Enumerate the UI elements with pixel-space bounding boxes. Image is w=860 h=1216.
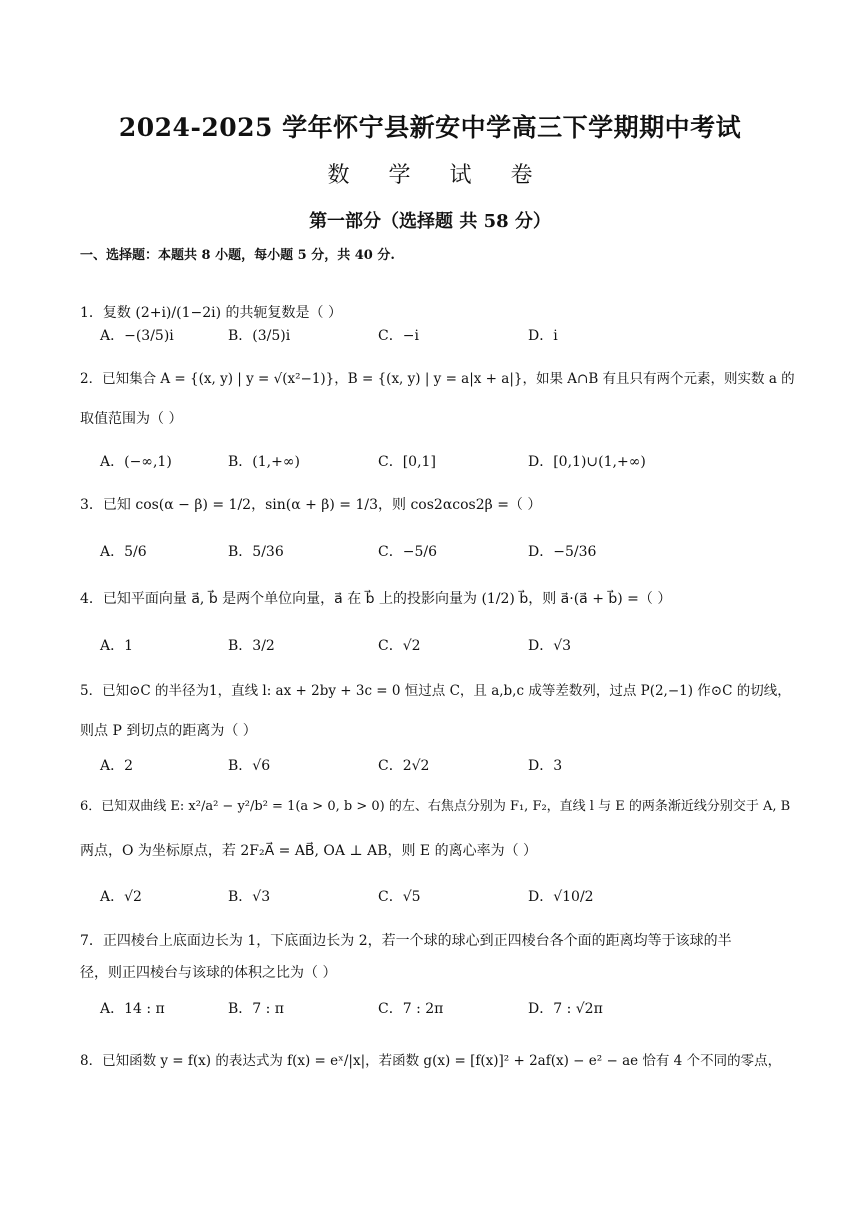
question-7-option-a: A．14 : π <box>100 1001 165 1017</box>
question-1-option-d: D．i <box>528 328 558 344</box>
question-6-option-c: C．√5 <box>378 889 421 905</box>
exam-subtitle: 数 学 试 卷 <box>327 163 549 188</box>
question-7-option-b: B．7 : π <box>228 1001 285 1017</box>
question-1-option-b: B．(3/5)i <box>228 328 291 344</box>
question-2-stem: 2．已知集合 A = {(x, y) | y = √(x²−1)}，B = {(x, y) | y = a|x + a|}，如果 A∩B 有且只有两个元素，则实数 a 的 <box>80 371 795 387</box>
question-3-option-b: B．5/36 <box>228 544 284 560</box>
question-1-stem: 1．复数 (2+i)/(1−2i) 的共轭复数是（ ） <box>80 305 342 321</box>
question-5-option-d: D．3 <box>528 758 563 774</box>
question-4-stem: 4．已知平面向量 a⃗, b⃗ 是两个单位向量，a⃗ 在 b⃗ 上的投影向量为 (1/2) b⃗，则 a⃗·(a⃗ + b⃗) =（ ） <box>80 591 672 607</box>
question-2-option-a: A．(−∞,1) <box>100 454 172 470</box>
section-heading: 一、选择题：本题共 8 小题，每小题 5 分，共 40 分. <box>80 248 395 263</box>
question-8-stem: 8．已知函数 y = f(x) 的表达式为 f(x) = eˣ/|x|，若函数 g(x) = [f(x)]² + 2af(x) − e² − ae 恰有 4 个不同的零点， <box>80 1053 782 1069</box>
question-6-stem: 6．已知双曲线 E: x²/a² − y²/b² = 1(a > 0, b > 0) 的左、右焦点分别为 F₁, F₂，直线 l 与 E 的两条渐近线分别交于 A, B <box>80 799 791 814</box>
question-3-option-a: A．5/6 <box>100 544 147 560</box>
question-5-option-a: A．2 <box>100 758 134 774</box>
question-3-option-d: D．−5/36 <box>528 544 597 560</box>
question-7-option-d: D．7 : √2π <box>528 1001 603 1017</box>
question-7-option-c: C．7 : 2π <box>378 1001 444 1017</box>
question-1-option-a: A．−(3/5)i <box>100 328 174 344</box>
question-4-option-d: D．√3 <box>528 638 572 654</box>
exam-title: 2024-2025 学年怀宁县新安中学高三下学期期中考试 <box>118 113 742 142</box>
question-5-stem: 5．已知⊙C 的半径为1，直线 l: ax + 2by + 3c = 0 恒过点 C，且 a,b,c 成等差数列，过点 P(2,−1) 作⊙C 的切线， <box>80 683 791 699</box>
question-4-option-c: C．√2 <box>378 638 421 654</box>
question-2-option-b: B．(1,+∞) <box>228 454 300 470</box>
question-1-option-c: C．−i <box>378 328 419 344</box>
question-2-stem-continued: 取值范围为（ ） <box>80 411 183 427</box>
question-5-option-c: C．2√2 <box>378 758 430 774</box>
question-4-option-b: B．3/2 <box>228 638 275 654</box>
question-6-option-a: A．√2 <box>100 889 142 905</box>
question-5-stem-continued: 则点 P 到切点的距离为（ ） <box>80 723 257 739</box>
question-3-option-c: C．−5/6 <box>378 544 437 560</box>
part-heading: 第一部分（选择题 共 58 分） <box>309 211 551 232</box>
question-6-option-d: D．√10/2 <box>528 889 594 905</box>
question-7-stem-continued: 径，则正四棱台与该球的体积之比为（ ） <box>80 965 337 981</box>
question-4-option-a: A．1 <box>100 638 134 654</box>
question-3-stem: 3．已知 cos(α − β) = 1/2，sin(α + β) = 1/3，则 cos2αcos2β =（ ） <box>80 497 542 513</box>
question-5-option-b: B．√6 <box>228 758 271 774</box>
question-2-option-c: C．[0,1] <box>378 454 436 470</box>
question-7-stem: 7．正四棱台上底面边长为 1，下底面边长为 2，若一个球的球心到正四棱台各个面的距离均等于该球的半 <box>80 933 732 949</box>
question-6-option-b: B．√3 <box>228 889 271 905</box>
question-2-option-d: D．[0,1)∪(1,+∞) <box>528 454 646 470</box>
question-6-stem-continued: 两点，O 为坐标原点，若 2F₂A⃗ = AB⃗, OA ⊥ AB，则 E 的离心率为（ ） <box>80 843 538 859</box>
